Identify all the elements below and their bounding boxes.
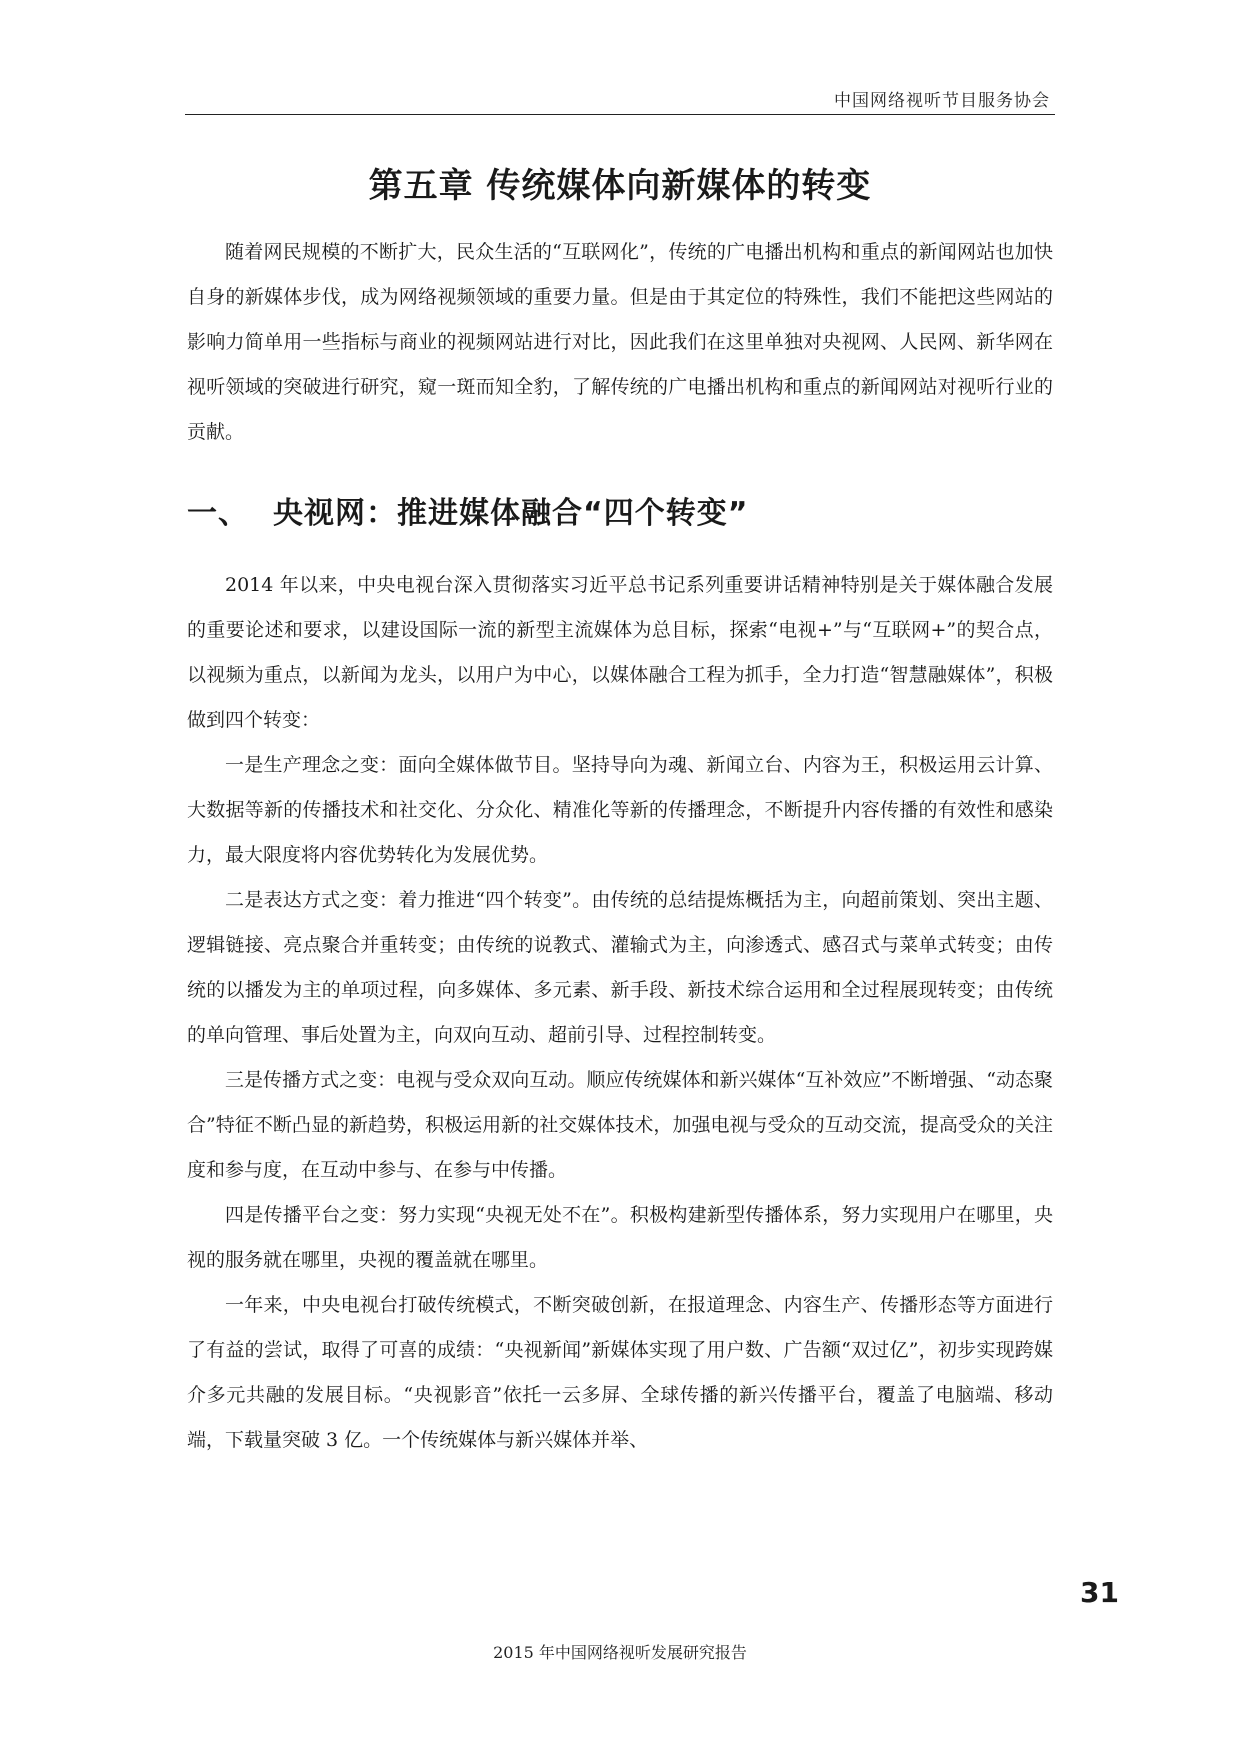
body-paragraph: 2014 年以来，中央电视台深入贯彻落实习近平总书记系列重要讲话精神特别是关于媒体融合发展的重要论述和要求，以建设国际一流的新型主流媒体为总目标，探索“电视+”与“互联网+”的契合点，以视频为重点，以新闻为龙头，以用户为中心，以媒体融合工程为抓手，全力打造“智慧融媒体”，积极做到四个转变： (187, 574, 1053, 731)
page-number: 31 (1080, 1576, 1119, 1609)
intro-section (187, 230, 1053, 455)
chapter-title: 第五章 传统媒体向新媒体的转变 (368, 166, 872, 206)
body-paragraph: 一是生产理念之变：面向全媒体做节目。坚持导向为魂、新闻立台、内容为王，积极运用云计算、大数据等新的传播技术和社交化、分众化、精准化等新的传播理念，不断提升内容传播的有效性和感染力，最大限度将内容优势转化为发展优势。 (187, 754, 1053, 866)
footer-report-title: 2015 年中国网络视听发展研究报告 (493, 1643, 747, 1662)
section-title: 央视网：推进媒体融合“四个转变” (273, 496, 749, 531)
body-section (187, 563, 1053, 1463)
body-paragraph: 四是传播平台之变：努力实现“央视无处不在”。积极构建新型传播体系，努力实现用户在哪里，央视的服务就在哪里，央视的覆盖就在哪里。 (187, 1204, 1053, 1271)
section-number: 一、 (187, 496, 249, 531)
body-paragraph: 三是传播方式之变：电视与受众双向互动。顺应传统媒体和新兴媒体“互补效应”不断增强、“动态聚合”特征不断凸显的新趋势，积极运用新的社交媒体技术，加强电视与受众的互动交流，提高受众的关注度和参与度，在互动中参与、在参与中传播。 (187, 1069, 1053, 1181)
header-organization: 中国网络视听节目服务协会 (834, 91, 1050, 111)
body-paragraph: 一年来，中央电视台打破传统模式，不断突破创新，在报道理念、内容生产、传播形态等方面进行了有益的尝试，取得了可喜的成绩：“央视新闻”新媒体实现了用户数、广告额“双过亿”，初步实现跨媒介多元共融的发展目标。“央视影音”依托一云多屏、全球传播的新兴传播平台，覆盖了电脑端、移动端，下载量突破 3 亿。一个传统媒体与新兴媒体并举、 (187, 1294, 1053, 1451)
body-paragraph: 二是表达方式之变：着力推进“四个转变”。由传统的总结提炼概括为主，向超前策划、突出主题、逻辑链接、亮点聚合并重转变；由传统的说教式、灌输式为主，向渗透式、感召式与菜单式转变；由传统的以播发为主的单项过程，向多媒体、多元素、新手段、新技术综合运用和全过程展现转变；由传统的单向管理、事后处置为主，向双向互动、超前引导、过程控制转变。 (187, 889, 1053, 1046)
intro-paragraph: 随着网民规模的不断扩大，民众生活的“互联网化”，传统的广电播出机构和重点的新闻网站也加快自身的新媒体步伐，成为网络视频领域的重要力量。但是由于其定位的特殊性，我们不能把这些网站的影响力简单用一些指标与商业的视频网站进行对比，因此我们在这里单独对央视网、人民网、新华网在视听领域的突破进行研究，窥一斑而知全豹，了解传统的广电播出机构和重点的新闻网站对视听行业的贡献。 (187, 241, 1053, 443)
header-rule (185, 114, 1055, 115)
section-heading (187, 488, 748, 532)
